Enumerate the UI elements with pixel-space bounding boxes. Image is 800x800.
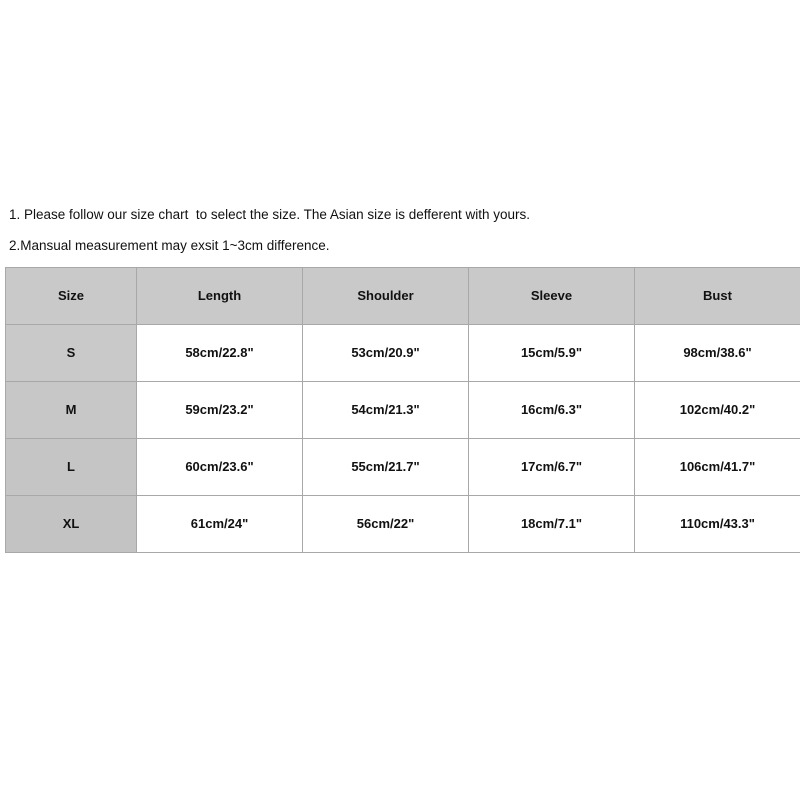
table-row [6,324,800,381]
cell-length: 58cm/22.8" [137,324,303,381]
cell-shoulder: 56cm/22" [303,495,469,552]
column-header-length: Length [137,267,303,324]
cell-sleeve: 16cm/6.3" [469,381,635,438]
cell-size: S [6,324,137,381]
cell-size: XL [6,495,137,552]
cell-length: 60cm/23.6" [137,438,303,495]
cell-bust: 98cm/38.6" [635,324,800,381]
cell-size: L [6,438,137,495]
cell-shoulder: 54cm/21.3" [303,381,469,438]
note-line-1: 1. Please follow our size chart to select the size. The Asian size is defferent with yours. [9,207,531,222]
column-header-size: Size [6,267,137,324]
table-header [6,267,800,324]
cell-sleeve: 18cm/7.1" [469,495,635,552]
size-chart-sheet [5,197,795,553]
cell-shoulder: 53cm/20.9" [303,324,469,381]
cell-bust: 110cm/43.3" [635,495,800,552]
column-header-sleeve: Sleeve [469,267,635,324]
cell-size: M [6,381,137,438]
cell-bust: 102cm/40.2" [635,381,800,438]
note-line-2: 2.Mansual measurement may exsit 1~3cm difference. [9,237,330,253]
table-row [6,381,800,438]
cell-sleeve: 15cm/5.9" [469,324,635,381]
column-header-bust: Bust [635,267,800,324]
cell-length: 61cm/24" [137,495,303,552]
table-header-row [6,267,800,324]
cell-length: 59cm/23.2" [137,381,303,438]
table-body [6,324,800,552]
size-chart-table [5,267,800,553]
cell-sleeve: 17cm/6.7" [469,438,635,495]
measurement-notes [5,197,795,267]
table-row [6,438,800,495]
table-row [6,495,800,552]
cell-bust: 106cm/41.7" [635,438,800,495]
cell-shoulder: 55cm/21.7" [303,438,469,495]
column-header-shoulder: Shoulder [303,267,469,324]
